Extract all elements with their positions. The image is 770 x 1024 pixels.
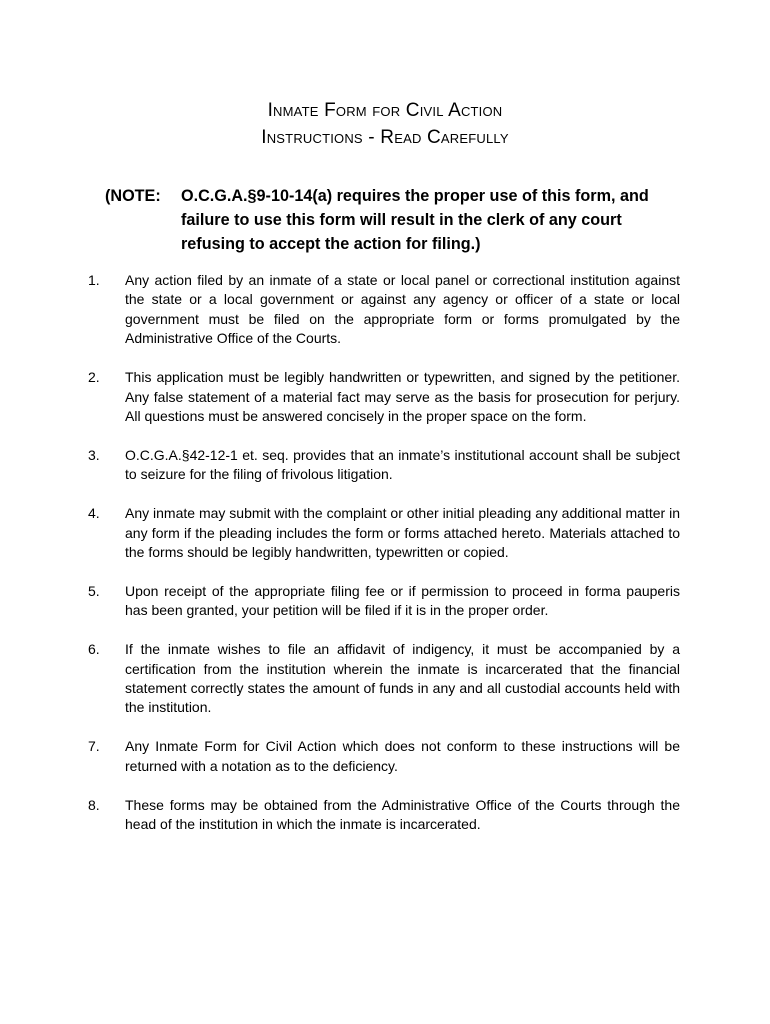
instructions-list xyxy=(88,271,680,854)
item-text: These forms may be obtained from the Administrative Office of the Courts through the head of the institution in which the inmate is incarcerated. xyxy=(125,796,680,833)
list-item xyxy=(88,271,680,349)
list-item xyxy=(88,796,680,835)
note-text: O.C.G.A.§9-10-14(a) requires the proper use of this form, and failure to use this form will result in the clerk of any court refusing to accept the action for filing.) xyxy=(181,187,649,253)
item-text: O.C.G.A.§42-12-1 et. seq. provides that an inmate’s institutional account shall be subject to seizure for the filing of frivolous litigation. xyxy=(125,446,680,483)
item-number: 8. xyxy=(88,796,100,813)
item-text: Any Inmate Form for Civil Action which does not conform to these instructions will be returned with a notation as to the deficiency. xyxy=(125,738,680,774)
list-item xyxy=(88,582,680,621)
item-text: This application must be legibly handwritten or typewritten, and signed by the petitioner. Any false statement of a material fact may serve as the basis for prosecution for perjury. All questions must be answered concisely in the proper space on the form. xyxy=(125,369,680,424)
item-text: Upon receipt of the appropriate filing fee or if permission to proceed in forma pauperis has been granted, your petition will be filed if it is in the proper order. xyxy=(125,582,680,619)
document-subtitle: Instructions - Read Carefully xyxy=(261,127,509,148)
item-number: 1. xyxy=(88,272,100,288)
list-item xyxy=(88,446,680,485)
document-title: Inmate Form for Civil Action xyxy=(267,100,503,121)
item-number: 2. xyxy=(88,369,100,386)
title-block xyxy=(0,97,770,151)
item-number: 5. xyxy=(88,582,100,599)
note-prefix: (NOTE: xyxy=(105,187,161,205)
item-text: If the inmate wishes to file an affidavit of indigency, it must be accompanied by a certification from the institution wherein the inmate is incarcerated that the financial statement correctly states the amount of funds in any and all custodial accounts held with the institution. xyxy=(125,641,680,716)
list-item xyxy=(88,640,680,718)
note-block xyxy=(105,184,685,256)
item-text: Any inmate may submit with the complaint or other initial pleading any additional matter in any form if the pleading includes the form or forms attached hereto. Materials attached to the forms should be legibly handwritten, typewritten or copied. xyxy=(125,505,680,560)
item-number: 3. xyxy=(88,446,100,463)
item-text: Any action filed by an inmate of a state or local panel or correctional institution against the state or a local government or against any agency or officer of a state or local government must be filed on the appropriate form or forms promulgated by the Administrative Office of the Courts. xyxy=(125,272,680,347)
item-number: 4. xyxy=(88,505,100,522)
item-number: 6. xyxy=(88,641,100,658)
list-item xyxy=(88,368,680,426)
list-item xyxy=(88,737,680,776)
list-item xyxy=(88,504,680,562)
item-number: 7. xyxy=(88,738,100,755)
